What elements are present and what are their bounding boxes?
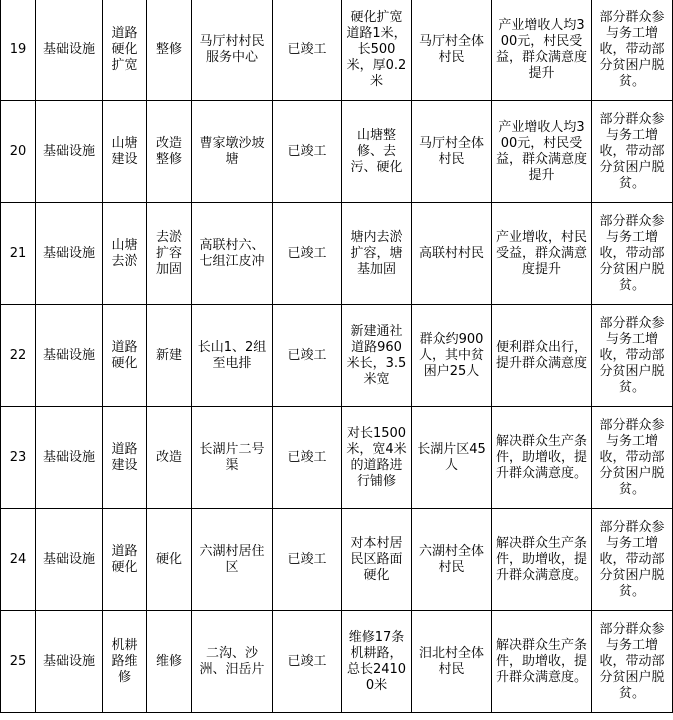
status-cell: 已竣工 [273, 101, 342, 203]
content-cell: 对长1500米，宽4米的道路进行铺修 [342, 407, 412, 509]
project-name-cell: 道路建设 [103, 407, 147, 509]
status-cell: 已竣工 [273, 305, 342, 407]
beneficiary-cell: 群众约900人，其中贫困户25人 [412, 305, 492, 407]
project-name-cell: 山塘建设 [103, 101, 147, 203]
row-number-cell: 25 [1, 611, 36, 713]
category-cell: 基础设施 [36, 611, 103, 713]
table-row [1, 611, 673, 713]
poverty-mechanism-cell: 部分群众参与务工增收，带动部分贫困户脱贫。 [592, 305, 673, 407]
benefit-cell: 解决群众生产条件，助增收，提升群众满意度。 [492, 407, 592, 509]
project-name-cell: 山塘去淤 [103, 203, 147, 305]
poverty-mechanism-cell: 部分群众参与务工增收，带动部分贫困户脱贫。 [592, 509, 673, 611]
construction-type-cell: 硬化 [147, 509, 192, 611]
status-cell: 已竣工 [273, 611, 342, 713]
construction-type-cell: 去淤扩容加固 [147, 203, 192, 305]
poverty-mechanism-cell: 部分群众参与务工增收，带动部分贫困户脱贫。 [592, 101, 673, 203]
project-name-cell: 道路硬化 [103, 305, 147, 407]
content-cell: 塘内去淤扩容，塘基加固 [342, 203, 412, 305]
benefit-cell: 产业增收人均300元，村民受益，群众满意度提升 [492, 101, 592, 203]
table-body [1, 0, 673, 713]
location-cell: 曹家墩沙坡塘 [192, 101, 273, 203]
table-row [1, 101, 673, 203]
content-cell: 对本村居民区路面硬化 [342, 509, 412, 611]
category-cell: 基础设施 [36, 509, 103, 611]
beneficiary-cell: 马厅村全体村民 [412, 101, 492, 203]
construction-type-cell: 改造 [147, 407, 192, 509]
beneficiary-cell: 高联村村民 [412, 203, 492, 305]
row-number-cell: 20 [1, 101, 36, 203]
benefit-cell: 便利群众出行，提升群众满意度 [492, 305, 592, 407]
category-cell: 基础设施 [36, 203, 103, 305]
row-number-cell: 21 [1, 203, 36, 305]
content-cell: 新建通社道路960米长，3.5米宽 [342, 305, 412, 407]
category-cell: 基础设施 [36, 407, 103, 509]
benefit-cell: 产业增收，村民受益，群众满意度提升 [492, 203, 592, 305]
poverty-mechanism-cell: 部分群众参与务工增收，带动部分贫困户脱贫。 [592, 203, 673, 305]
row-number-cell: 19 [1, 0, 36, 101]
table-row [1, 407, 673, 509]
content-cell: 山塘整修、去污、硬化 [342, 101, 412, 203]
content-cell: 维修17条机耕路，总长24100米 [342, 611, 412, 713]
construction-type-cell: 改造整修 [147, 101, 192, 203]
row-number-cell: 24 [1, 509, 36, 611]
status-cell: 已竣工 [273, 509, 342, 611]
poverty-mechanism-cell: 部分群众参与务工增收，带动部分贫困户脱贫。 [592, 611, 673, 713]
project-name-cell: 道路硬化扩宽 [103, 0, 147, 101]
benefit-cell: 产业增收人均300元，村民受益，群众满意度提升 [492, 0, 592, 101]
poverty-mechanism-cell: 部分群众参与务工增收，带动部分贫困户脱贫。 [592, 407, 673, 509]
benefit-cell: 解决群众生产条件，助增收，提升群众满意度。 [492, 611, 592, 713]
table-row [1, 203, 673, 305]
location-cell: 二沟、沙洲、汨岳片 [192, 611, 273, 713]
construction-type-cell: 维修 [147, 611, 192, 713]
category-cell: 基础设施 [36, 0, 103, 101]
table-row [1, 509, 673, 611]
beneficiary-cell: 长湖片区45人 [412, 407, 492, 509]
poverty-mechanism-cell: 部分群众参与务工增收，带动部分贫困户脱贫。 [592, 0, 673, 101]
status-cell: 已竣工 [273, 407, 342, 509]
status-cell: 已竣工 [273, 203, 342, 305]
location-cell: 长山1、2组至电排 [192, 305, 273, 407]
content-cell: 硬化扩宽道路1米，长500米，厚0.2米 [342, 0, 412, 101]
status-cell: 已竣工 [273, 0, 342, 101]
project-name-cell: 机耕路维修 [103, 611, 147, 713]
location-cell: 六湖村居住区 [192, 509, 273, 611]
category-cell: 基础设施 [36, 305, 103, 407]
beneficiary-cell: 汨北村全体村民 [412, 611, 492, 713]
benefit-cell: 解决群众生产条件，助增收，提升群众满意度。 [492, 509, 592, 611]
location-cell: 长湖片二号渠 [192, 407, 273, 509]
beneficiary-cell: 六湖村全体村民 [412, 509, 492, 611]
category-cell: 基础设施 [36, 101, 103, 203]
table-row [1, 305, 673, 407]
construction-type-cell: 新建 [147, 305, 192, 407]
project-name-cell: 道路硬化 [103, 509, 147, 611]
beneficiary-cell: 马厅村全体村民 [412, 0, 492, 101]
table-row [1, 0, 673, 101]
row-number-cell: 23 [1, 407, 36, 509]
location-cell: 马厅村村民服务中心 [192, 0, 273, 101]
location-cell: 高联村六、七组江皮冲 [192, 203, 273, 305]
construction-type-cell: 整修 [147, 0, 192, 101]
row-number-cell: 22 [1, 305, 36, 407]
